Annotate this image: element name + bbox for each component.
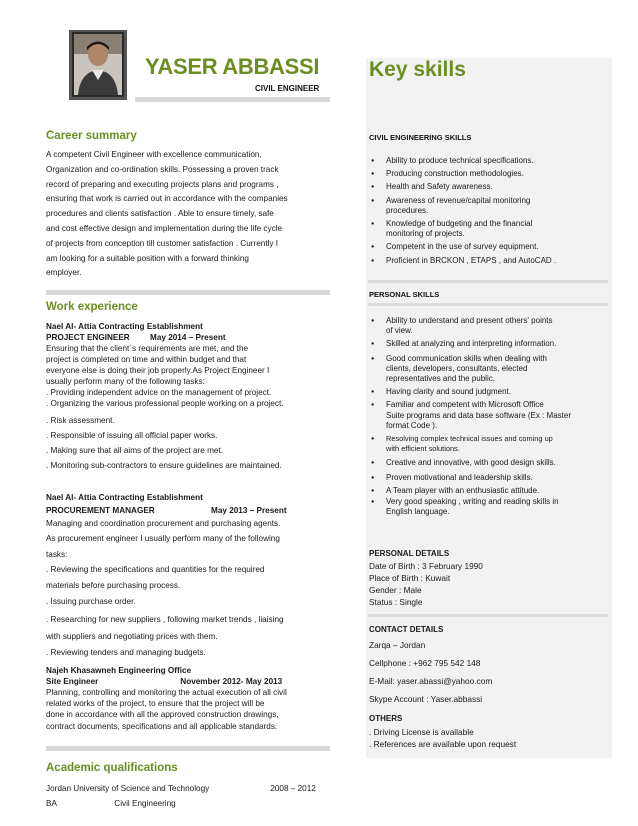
- job-line: . Providing independent advice on the management of project.: [46, 388, 272, 397]
- job-line: As procurement engineer I usually perform many of the following: [46, 534, 280, 544]
- personal-skills-list: [369, 316, 571, 517]
- city: Zarqa – Jordan: [369, 640, 426, 650]
- job-line: with suppliers and negotiating prices with them.: [46, 632, 218, 642]
- list-item: ● Health and Safety awareness.: [369, 182, 556, 192]
- job-dates: November 2012- May 2013: [180, 677, 283, 686]
- list-item: ● Very good speaking , writing and reading skills in English language.: [369, 497, 571, 517]
- summary-line: A competent Civil Engineer with excellence communication,: [46, 150, 262, 159]
- job-entry: [46, 665, 336, 732]
- degree: BA: [46, 799, 57, 808]
- career-summary-text: [46, 148, 336, 281]
- list-item: ● Resolving complex technical issues and coming up with efficient solutions.: [369, 434, 571, 454]
- school-name: Jordan University of Science and Technology: [46, 784, 210, 793]
- job-description: [46, 516, 336, 662]
- summary-line: record of preparing and executing projects plans and programs ,: [46, 179, 279, 189]
- job-role: PROJECT ENGINEER: [46, 333, 130, 342]
- job-role-row: [46, 505, 336, 516]
- section-divider: [46, 746, 330, 751]
- job-line: materials before purchasing process.: [46, 580, 181, 590]
- job-line: everyone else is doing their job properly.As Project Engineer I: [46, 366, 270, 375]
- contact-details: [369, 624, 492, 708]
- summary-line: procedures and clients satisfaction . Able to ensure timely, safe: [46, 209, 274, 219]
- academic-row: [46, 796, 336, 811]
- job-description: [46, 687, 336, 732]
- job-line: . Responsible of issuing all official paper works.: [46, 431, 218, 440]
- section-divider: [46, 290, 330, 295]
- list-item: ● Competent in the use of survey equipment.: [369, 242, 556, 252]
- job-line: contract documents, specifications and all applicable standards.: [46, 721, 278, 731]
- job-dates: May 2013 – Present: [211, 506, 287, 515]
- job-company: Nael Al- Attia Contracting Establishment: [46, 322, 203, 331]
- person-icon: [74, 34, 122, 95]
- list-item: ● Familiar and competent with Microsoft Office Suite programs and data base software (Ex : Master format Code ).: [369, 400, 571, 431]
- job-line: related works of the project, to ensure that the project will be: [46, 699, 265, 709]
- summary-line: employer.: [46, 268, 82, 278]
- list-item: ● Proven motivational and leadership skills.: [369, 473, 571, 483]
- job-role: Site Engineer: [46, 677, 99, 686]
- job-line: . Researching for new suppliers , following market trends , liaising: [46, 615, 284, 625]
- job-line: . Reviewing the specifications and quantities for the required: [46, 565, 265, 575]
- personal-details-heading: PERSONAL DETAILS: [369, 549, 450, 558]
- name-divider: [135, 97, 330, 102]
- others: [369, 713, 516, 751]
- summary-line: Organization and co-ordination skills. Possessing a proven track: [46, 164, 279, 174]
- references: . References are available upon request: [369, 739, 517, 749]
- list-item: ● Ability to understand and present others' points of view.: [369, 316, 571, 336]
- job-line: project is completed on time and within budget and that: [46, 355, 247, 364]
- list-item: ● Having clarity and sound judgment.: [369, 387, 571, 397]
- job-entry: [46, 321, 336, 473]
- list-item: ● Skilled at analyzing and interpreting information.: [369, 339, 571, 349]
- job-line: . Organizing the various professional people working on a project.: [46, 399, 284, 408]
- key-skills-heading: Key skills: [369, 58, 466, 81]
- summary-line: am looking for a suitable position with a forward thinking: [46, 253, 249, 263]
- list-item: ● Knowledge of budgeting and the financial monitoring of projects.: [369, 219, 556, 239]
- job-line: usually perform many of the following tasks:: [46, 377, 205, 386]
- personal-details: [369, 548, 483, 608]
- place-of-birth: Place of Birth : Kuwait: [369, 573, 451, 583]
- driving-license: . Driving License is available: [369, 726, 474, 737]
- job-line: tasks:: [46, 549, 68, 559]
- list-item: ● Creative and innovative, with good design skills.: [369, 458, 571, 468]
- panel-divider: [368, 614, 608, 617]
- job-description: [46, 343, 336, 473]
- work-experience-heading: Work experience: [46, 301, 138, 313]
- list-item: ● Awareness of revenue/capital monitoring procedures.: [369, 196, 556, 216]
- summary-line: and cost effective design and implementation during the life cycle: [46, 223, 283, 233]
- job-company: Nael Al- Attia Contracting Establishment: [46, 493, 203, 502]
- list-item: ● Good communication skills when dealing with clients, developers, consultants, elected representatives and the public.: [369, 354, 571, 385]
- civil-skills-list: [369, 156, 556, 266]
- contact-heading: CONTACT DETAILS: [369, 625, 444, 634]
- list-item: ● Producing construction methodologies.: [369, 169, 556, 179]
- panel-divider: [368, 280, 608, 283]
- job-role: PROCUREMENT MANAGER: [46, 506, 155, 515]
- job-line: Managing and coordination procurement and purchasing agents.: [46, 519, 281, 528]
- others-heading: OTHERS: [369, 714, 403, 723]
- job-title: CIVIL ENGINEER: [255, 84, 320, 93]
- date-of-birth: Date of Birth : 3 February 1990: [369, 561, 483, 571]
- job-line: . Monitoring sub-contractors to ensure guidelines are maintained.: [46, 461, 282, 470]
- marital-status: Status : Single: [369, 597, 423, 607]
- email: E-Mail: yaser.abassi@yahoo.com: [369, 676, 493, 686]
- skype: Skype Account : Yaser.abbassi: [369, 694, 483, 704]
- job-line: . Making sure that all aims of the project are met.: [46, 446, 224, 455]
- summary-line: of projects from conception till customer satisfaction . Currently I: [46, 238, 279, 248]
- candidate-name: YASER ABBASSI: [145, 54, 320, 79]
- job-line: Planning, controlling and monitoring the actual execution of all civil: [46, 688, 287, 697]
- profile-photo: [72, 32, 124, 97]
- major: Civil Engineering: [114, 799, 176, 808]
- job-company: Najeh Khasawneh Engineering Office: [46, 666, 192, 675]
- job-line: . Risk assessment.: [46, 416, 115, 425]
- academic-row: [46, 781, 336, 796]
- civil-skills-heading: CIVIL ENGINEERING SKILLS: [369, 133, 472, 142]
- personal-skills-heading: PERSONAL SKILLS: [369, 290, 440, 299]
- academic-heading: Academic qualifications: [46, 762, 178, 774]
- gender: Gender : Male: [369, 585, 422, 595]
- academic-years: 2008 – 2012: [270, 784, 316, 793]
- job-role-row: [46, 332, 336, 343]
- academic-entry: [46, 781, 336, 811]
- job-line: . Issuing purchase order.: [46, 597, 136, 607]
- list-item: ● Proficient in BRCKON , ETAPS , and AutoCAD .: [369, 256, 556, 266]
- list-item: ● Ability to produce technical specifications.: [369, 156, 556, 166]
- phone: Cellphone : +962 795 542 148: [369, 658, 481, 668]
- job-line: done in accordance with all the approved construction drawings,: [46, 710, 279, 720]
- job-entry: [46, 492, 336, 662]
- job-role-row: [46, 676, 336, 687]
- list-item: ● A Team player with an enthusiastic attitude.: [369, 486, 571, 496]
- job-line: . Reviewing tenders and managing budgets.: [46, 648, 206, 658]
- job-dates: May 2014 – Present: [150, 333, 226, 342]
- panel-divider: [368, 303, 608, 306]
- career-summary-heading: Career summary: [46, 130, 137, 142]
- summary-line: ensuring that work is carried out in accordance with the companies: [46, 194, 288, 204]
- job-line: Ensuring that the client`s requirements are met, and the: [46, 344, 249, 353]
